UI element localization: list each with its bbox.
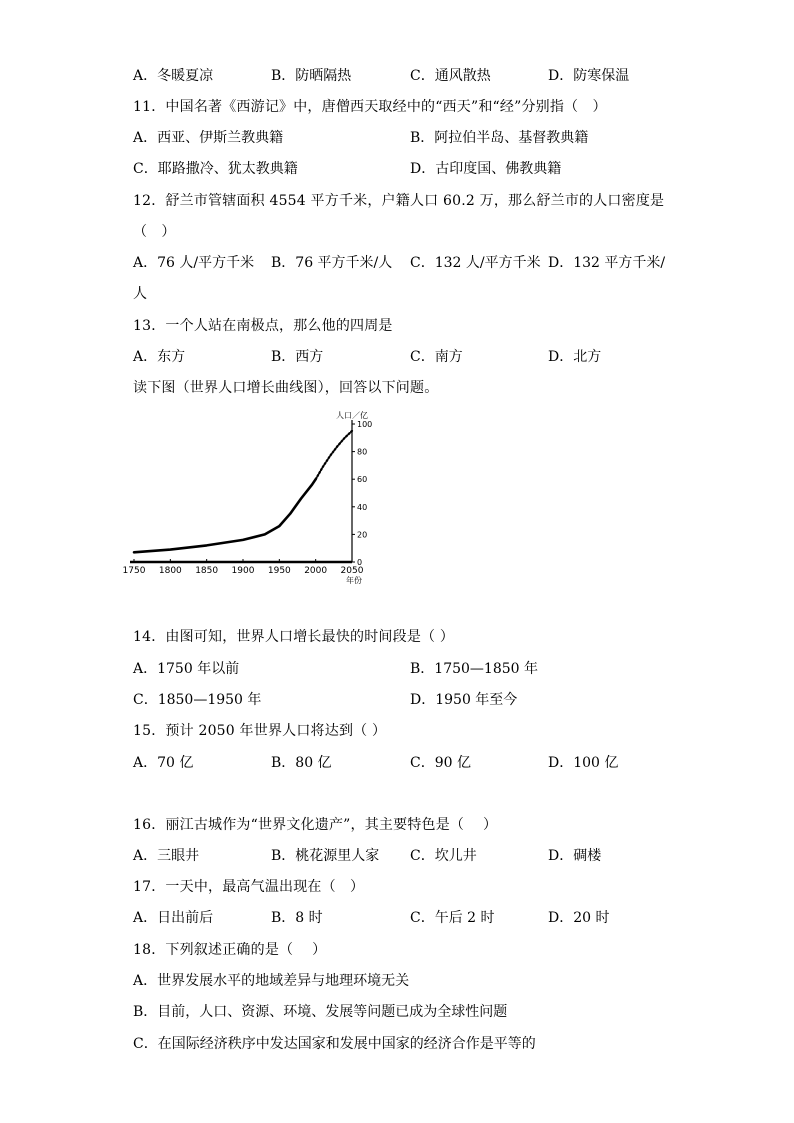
option-c: C．坎儿井	[410, 848, 477, 864]
question-17-stem: 17．一天中，最高气温出现在（ ）	[133, 879, 365, 895]
x-tick-label: 2000	[304, 566, 328, 576]
y-tick-label: 60	[357, 475, 368, 485]
option-d: D．北方	[548, 349, 602, 365]
question-12-stem-cont: （ ）	[133, 224, 176, 240]
y-tick-label: 100	[357, 420, 373, 429]
y-tick-label: 80	[357, 447, 368, 457]
x-tick-label: 2050	[340, 566, 364, 576]
option-b: B．阿拉伯半岛、基督教典籍	[410, 130, 589, 146]
x-tick-label: 1900	[231, 566, 255, 576]
population-projection	[316, 431, 352, 479]
option-c: C．132 人/平方千米	[410, 255, 541, 271]
x-tick-label: 1750	[122, 566, 146, 576]
option-b: B．目前，人口、资源、环境、发展等问题已成为全球性问题	[133, 1004, 508, 1020]
x-tick-label: 1950	[267, 566, 291, 576]
option-c: C．耶路撒冷、犹太教典籍	[133, 161, 298, 177]
option-d: D．20 时	[548, 910, 610, 926]
option-c: C．南方	[410, 349, 463, 365]
option-a: A．76 人/平方千米	[133, 255, 255, 271]
option-d: D．防寒保温	[548, 68, 630, 84]
option-a: A．日出前后	[133, 910, 214, 926]
question-13-stem: 13．一个人站在南极点，那么他的四周是	[133, 318, 393, 334]
option-d: D．1950 年至今	[410, 692, 518, 708]
option-c: C．90 亿	[410, 755, 471, 771]
option-b: B．8 时	[271, 910, 323, 926]
y-tick-label: 0	[357, 558, 363, 567]
question-18-stem: 18．下列叙述正确的是（ ）	[133, 942, 327, 958]
question-16-stem: 16．丽江古城作为“世界文化遗产”，其主要特色是（ ）	[133, 817, 498, 833]
option-b: B．西方	[271, 349, 324, 365]
option-b: B．1750—1850 年	[410, 661, 538, 677]
y-tick-label: 20	[357, 530, 368, 540]
option-a: A．70 亿	[133, 755, 194, 771]
y-tick-label: 40	[357, 502, 368, 512]
option-d: D．132 平方千米/	[548, 255, 666, 271]
option-b: B．80 亿	[271, 755, 332, 771]
x-axis-label: 年份	[346, 576, 362, 585]
option-d: D．古印度国、佛教典籍	[410, 161, 562, 177]
option-c: C．午后 2 时	[410, 910, 495, 926]
option-a: A．1750 年以前	[133, 661, 240, 677]
population-growth-chart	[122, 404, 378, 590]
option-b: B．防晒隔热	[271, 68, 352, 84]
option-d: D．100 亿	[548, 755, 619, 771]
figure-intro: 读下图（世界人口增长曲线图），回答以下问题。	[133, 380, 439, 396]
option-b: B．桃花源里人家	[271, 848, 380, 864]
option-a: A．世界发展水平的地域差异与地理环境无关	[133, 973, 410, 989]
question-12-stem: 12．舒兰市管辖面积 4554 平方千米，户籍人口 60.2 万，那么舒兰市的人口密度是	[133, 193, 665, 209]
option-d-cont: 人	[133, 286, 147, 302]
y-axis-label: 人口／亿	[336, 411, 368, 420]
option-c: C．在国际经济秩序中发达国家和发展中国家的经济合作是平等的	[133, 1036, 536, 1052]
question-14-stem: 14．由图可知，世界人口增长最快的时间段是（ ）	[133, 629, 455, 645]
option-b: B．76 平方千米/人	[271, 255, 393, 271]
option-a: A．冬暖夏凉	[133, 68, 214, 84]
option-d: D．碉楼	[548, 848, 602, 864]
x-tick-label: 1850	[195, 566, 219, 576]
population-curve	[134, 479, 316, 552]
question-11-stem: 11．中国名著《西游记》中，唐僧西天取经中的“西天”和“经”分别指（ ）	[133, 99, 607, 115]
x-tick-label: 1800	[158, 566, 182, 576]
option-a: A．东方	[133, 349, 186, 365]
question-15-stem: 15．预计 2050 年世界人口将达到（ ）	[133, 723, 387, 739]
option-c: C．通风散热	[410, 68, 491, 84]
option-a: A．三眼井	[133, 848, 200, 864]
option-a: A．西亚、伊斯兰教典籍	[133, 130, 284, 146]
option-c: C．1850—1950 年	[133, 692, 262, 708]
